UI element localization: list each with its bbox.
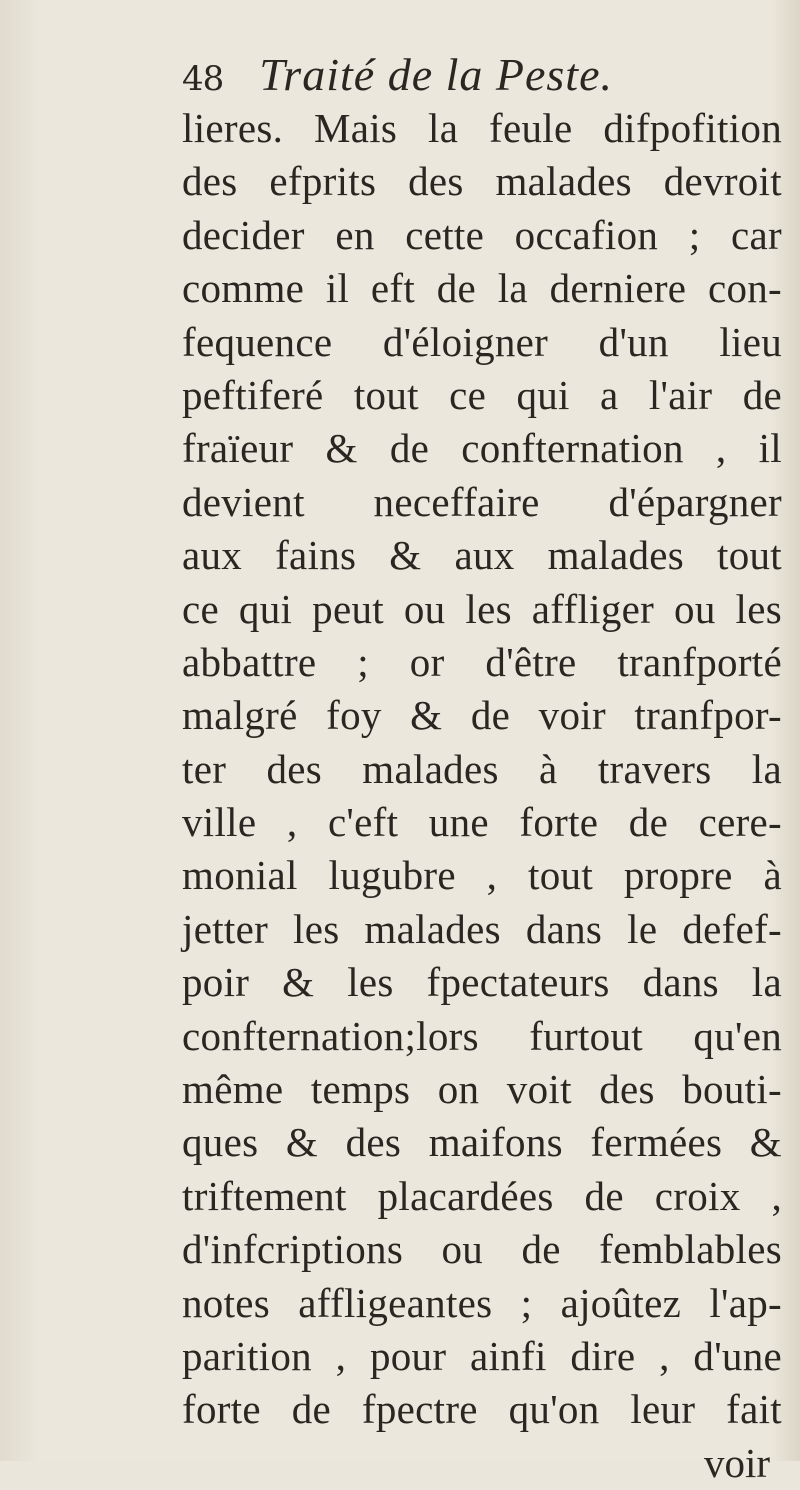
text-line: triftement placardées de croix , <box>182 1172 782 1219</box>
text-line: ville , c'eft une forte de cere- <box>182 799 782 846</box>
text-line: malgré foy & de voir tranfpor- <box>182 692 782 739</box>
text-line: aux fains & aux malades tout <box>182 532 782 579</box>
text-line: ter des malades à travers la <box>182 745 782 792</box>
text-line: même temps on voit des bouti- <box>182 1066 782 1113</box>
text-line: ce qui peut ou les affliger ou les <box>182 585 782 632</box>
text-line: des efprits des malades devroit <box>182 158 782 205</box>
text-line: ques & des maifons fermées & <box>182 1119 782 1166</box>
text-line: devient neceffaire d'épargner <box>182 478 782 525</box>
text-line: comme il eft de la derniere con- <box>182 265 782 312</box>
text-line: decider en cette occafion ; car <box>182 211 782 258</box>
text-line: abbattre ; or d'être tranfporté <box>182 638 782 685</box>
text-line: notes affligeantes ; ajoûtez l'ap- <box>182 1279 782 1326</box>
catchword: voir <box>703 1439 770 1486</box>
text-line: parition , pour ainfi dire , d'une <box>182 1332 782 1379</box>
page-header <box>182 48 613 100</box>
page-number: 48 <box>182 59 224 99</box>
running-head: Traité de la Peste. <box>259 49 614 100</box>
text-line: forte de fpectre qu'on leur fait <box>182 1386 782 1433</box>
text-line: poir & les fpectateurs dans la <box>182 959 782 1006</box>
text-line: fequence d'éloigner d'un lieu <box>182 318 782 365</box>
text-line: d'infcriptions ou de femblables <box>182 1226 782 1273</box>
text-line: lieres. Mais la feule difpofition <box>182 105 782 151</box>
text-line: monial lugubre , tout propre à <box>182 852 782 899</box>
body-text <box>182 102 782 1490</box>
text-line: fraïeur & de confternation , il <box>182 425 782 472</box>
text-line: peftiferé tout ce qui a l'air de <box>182 371 782 418</box>
text-line: jetter les malades dans le defef- <box>182 905 782 952</box>
text-line: confternation;lors furtout qu'en <box>182 1012 782 1059</box>
